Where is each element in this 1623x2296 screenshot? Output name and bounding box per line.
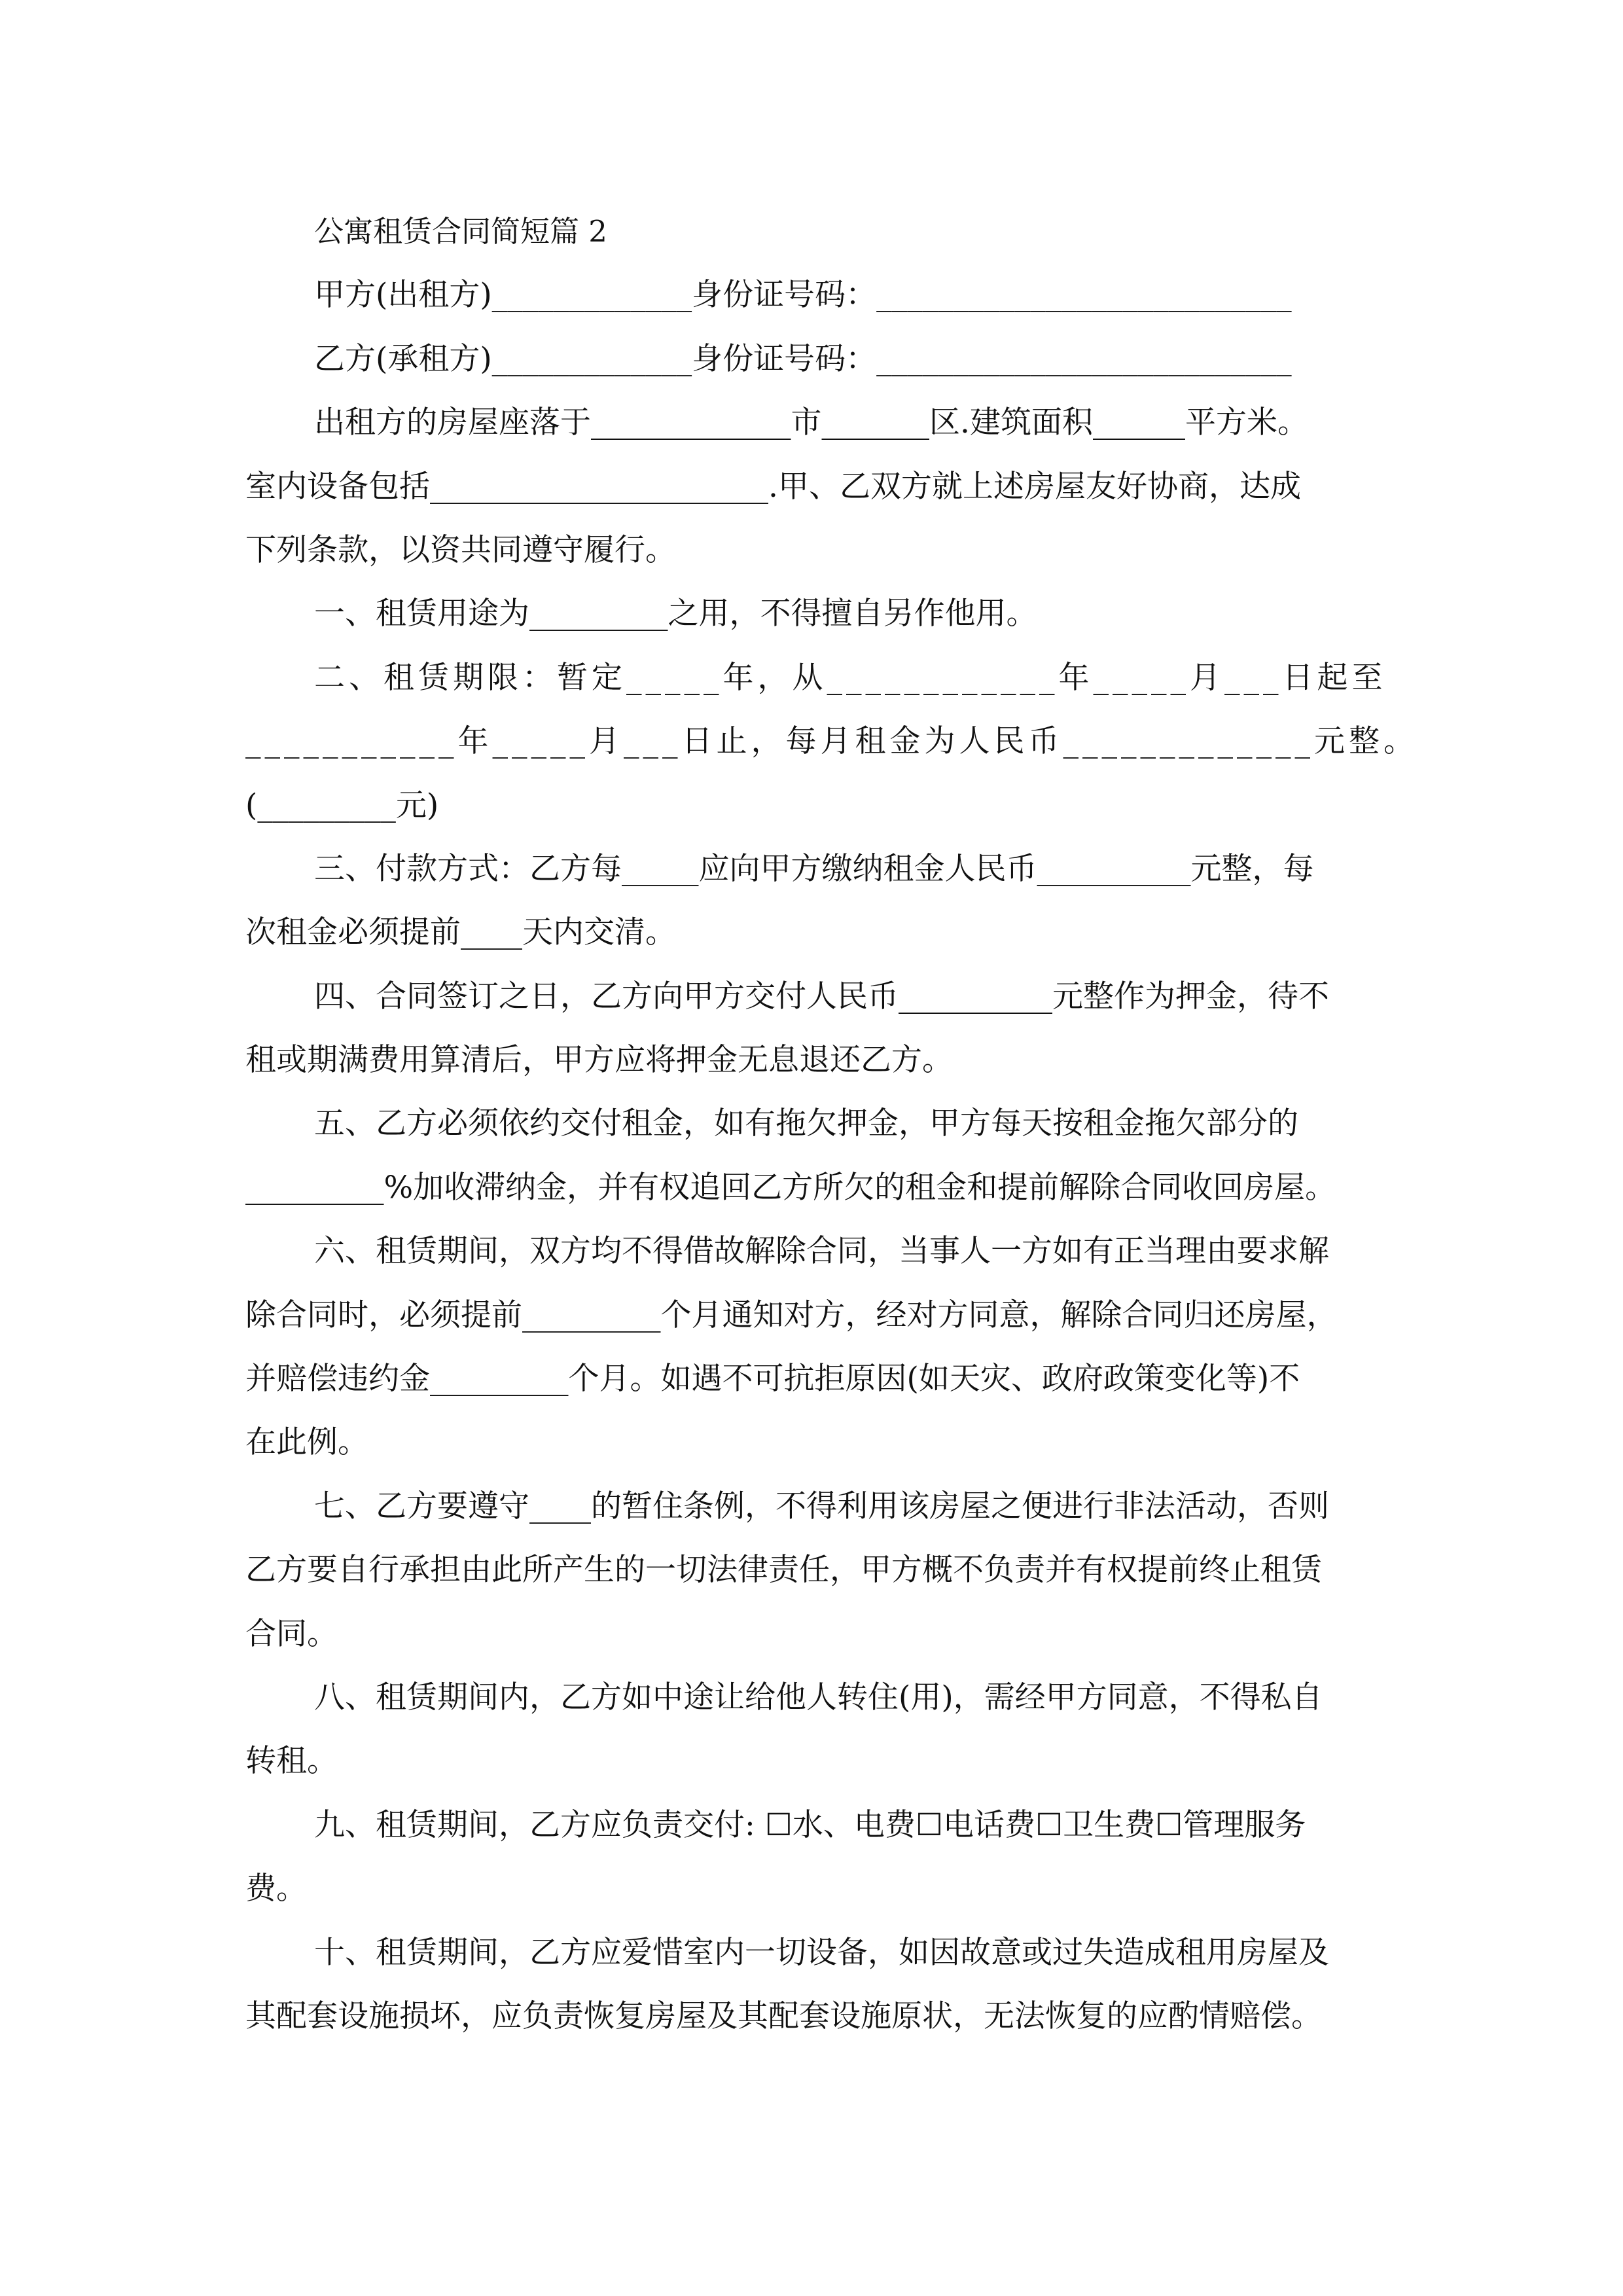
clause-7-line-1: 七、乙方要遵守____的暂住条例，不得利用该房屋之便进行非法活动，否则: [314, 1488, 1329, 1524]
clause-3-line-2: 次租金必须提前____天内交清。: [245, 914, 676, 951]
equipment-line: 室内设备包括______________________.甲、乙双方就上述房屋友好协商，达成: [245, 468, 1301, 505]
clause-6-line-3: 并赔偿违约金_________个月。如遇不可抗拒原因(如天灾、政府政策变化等)不: [245, 1361, 1300, 1397]
clause-4-line-2: 租或期满费用算清后，甲方应将押金无息退还乙方。: [245, 1042, 953, 1079]
clause-1-line: 一、租赁用途为_________之用，不得擅自另作他用。: [314, 596, 1037, 632]
clause-2-line-2: ___________年_____月___日止，每月租金为人民币_____________元整。: [245, 723, 1418, 760]
document-title: 公寓租赁合同简短篇 2: [314, 214, 607, 249]
clause-10-line-1: 十、租赁期间，乙方应爱惜室内一切设备，如因故意或过失造成租用房屋及: [314, 1934, 1329, 1971]
clause-7-line-3: 合同。: [245, 1615, 338, 1652]
clause-8-line-2: 转租。: [245, 1743, 338, 1780]
clause-6-line-4: 在此例。: [245, 1424, 368, 1461]
party-b-line: 乙方(承租方)_____________身份证号码：___________________________: [314, 340, 1292, 377]
clause-5-line-1: 五、乙方必须依约交付租金，如有拖欠押金，甲方每天按租金拖欠部分的: [314, 1105, 1298, 1142]
clause-3-line-1: 三、付款方式：乙方每_____应向甲方缴纳租金人民币__________元整，每: [314, 850, 1314, 887]
clause-10-line-2: 其配套设施损坏，应负责恢复房屋及其配套设施原状，无法恢复的应酌情赔偿。: [245, 1998, 1322, 2034]
clause-5-line-2: _________%加收滞纳金，并有权追回乙方所欠的租金和提前解除合同收回房屋。: [245, 1169, 1336, 1206]
agreement-intro-line: 下列条款，以资共同遵守履行。: [245, 531, 676, 568]
property-location-line: 出租方的房屋座落于_____________市_______区.建筑面积______平方米。: [314, 404, 1308, 441]
contract-body: [245, 200, 1418, 2048]
clause-6-line-1: 六、租赁期间，双方均不得借故解除合同，当事人一方如有正当理由要求解: [314, 1233, 1329, 1270]
clause-4-line-1: 四、合同签订之日，乙方向甲方交付人民币__________元整作为押金，待不: [314, 978, 1329, 1014]
clause-9-line-1: 九、租赁期间，乙方应负责交付: ☐水、电费☐电话费☐卫生费☐管理服务: [314, 1806, 1306, 1843]
clause-6-line-2: 除合同时，必须提前_________个月通知对方，经对方同意，解除合同归还房屋，: [245, 1297, 1338, 1333]
clause-9-line-2: 费。: [245, 1871, 307, 1907]
clause-8-line-1: 八、租赁期间内，乙方如中途让给他人转住(用)，需经甲方同意，不得私自: [314, 1679, 1323, 1715]
clause-2-line-1: 二、租赁期限：暂定_____年，从____________年_____月___日起至: [314, 659, 1387, 696]
clause-2-line-3: (_________元): [245, 787, 439, 823]
clause-7-line-2: 乙方要自行承担由此所产生的一切法律责任，甲方概不负责并有权提前终止租赁: [245, 1552, 1322, 1588]
party-a-line: 甲方(出租方)_____________身份证号码：___________________________: [314, 277, 1292, 314]
